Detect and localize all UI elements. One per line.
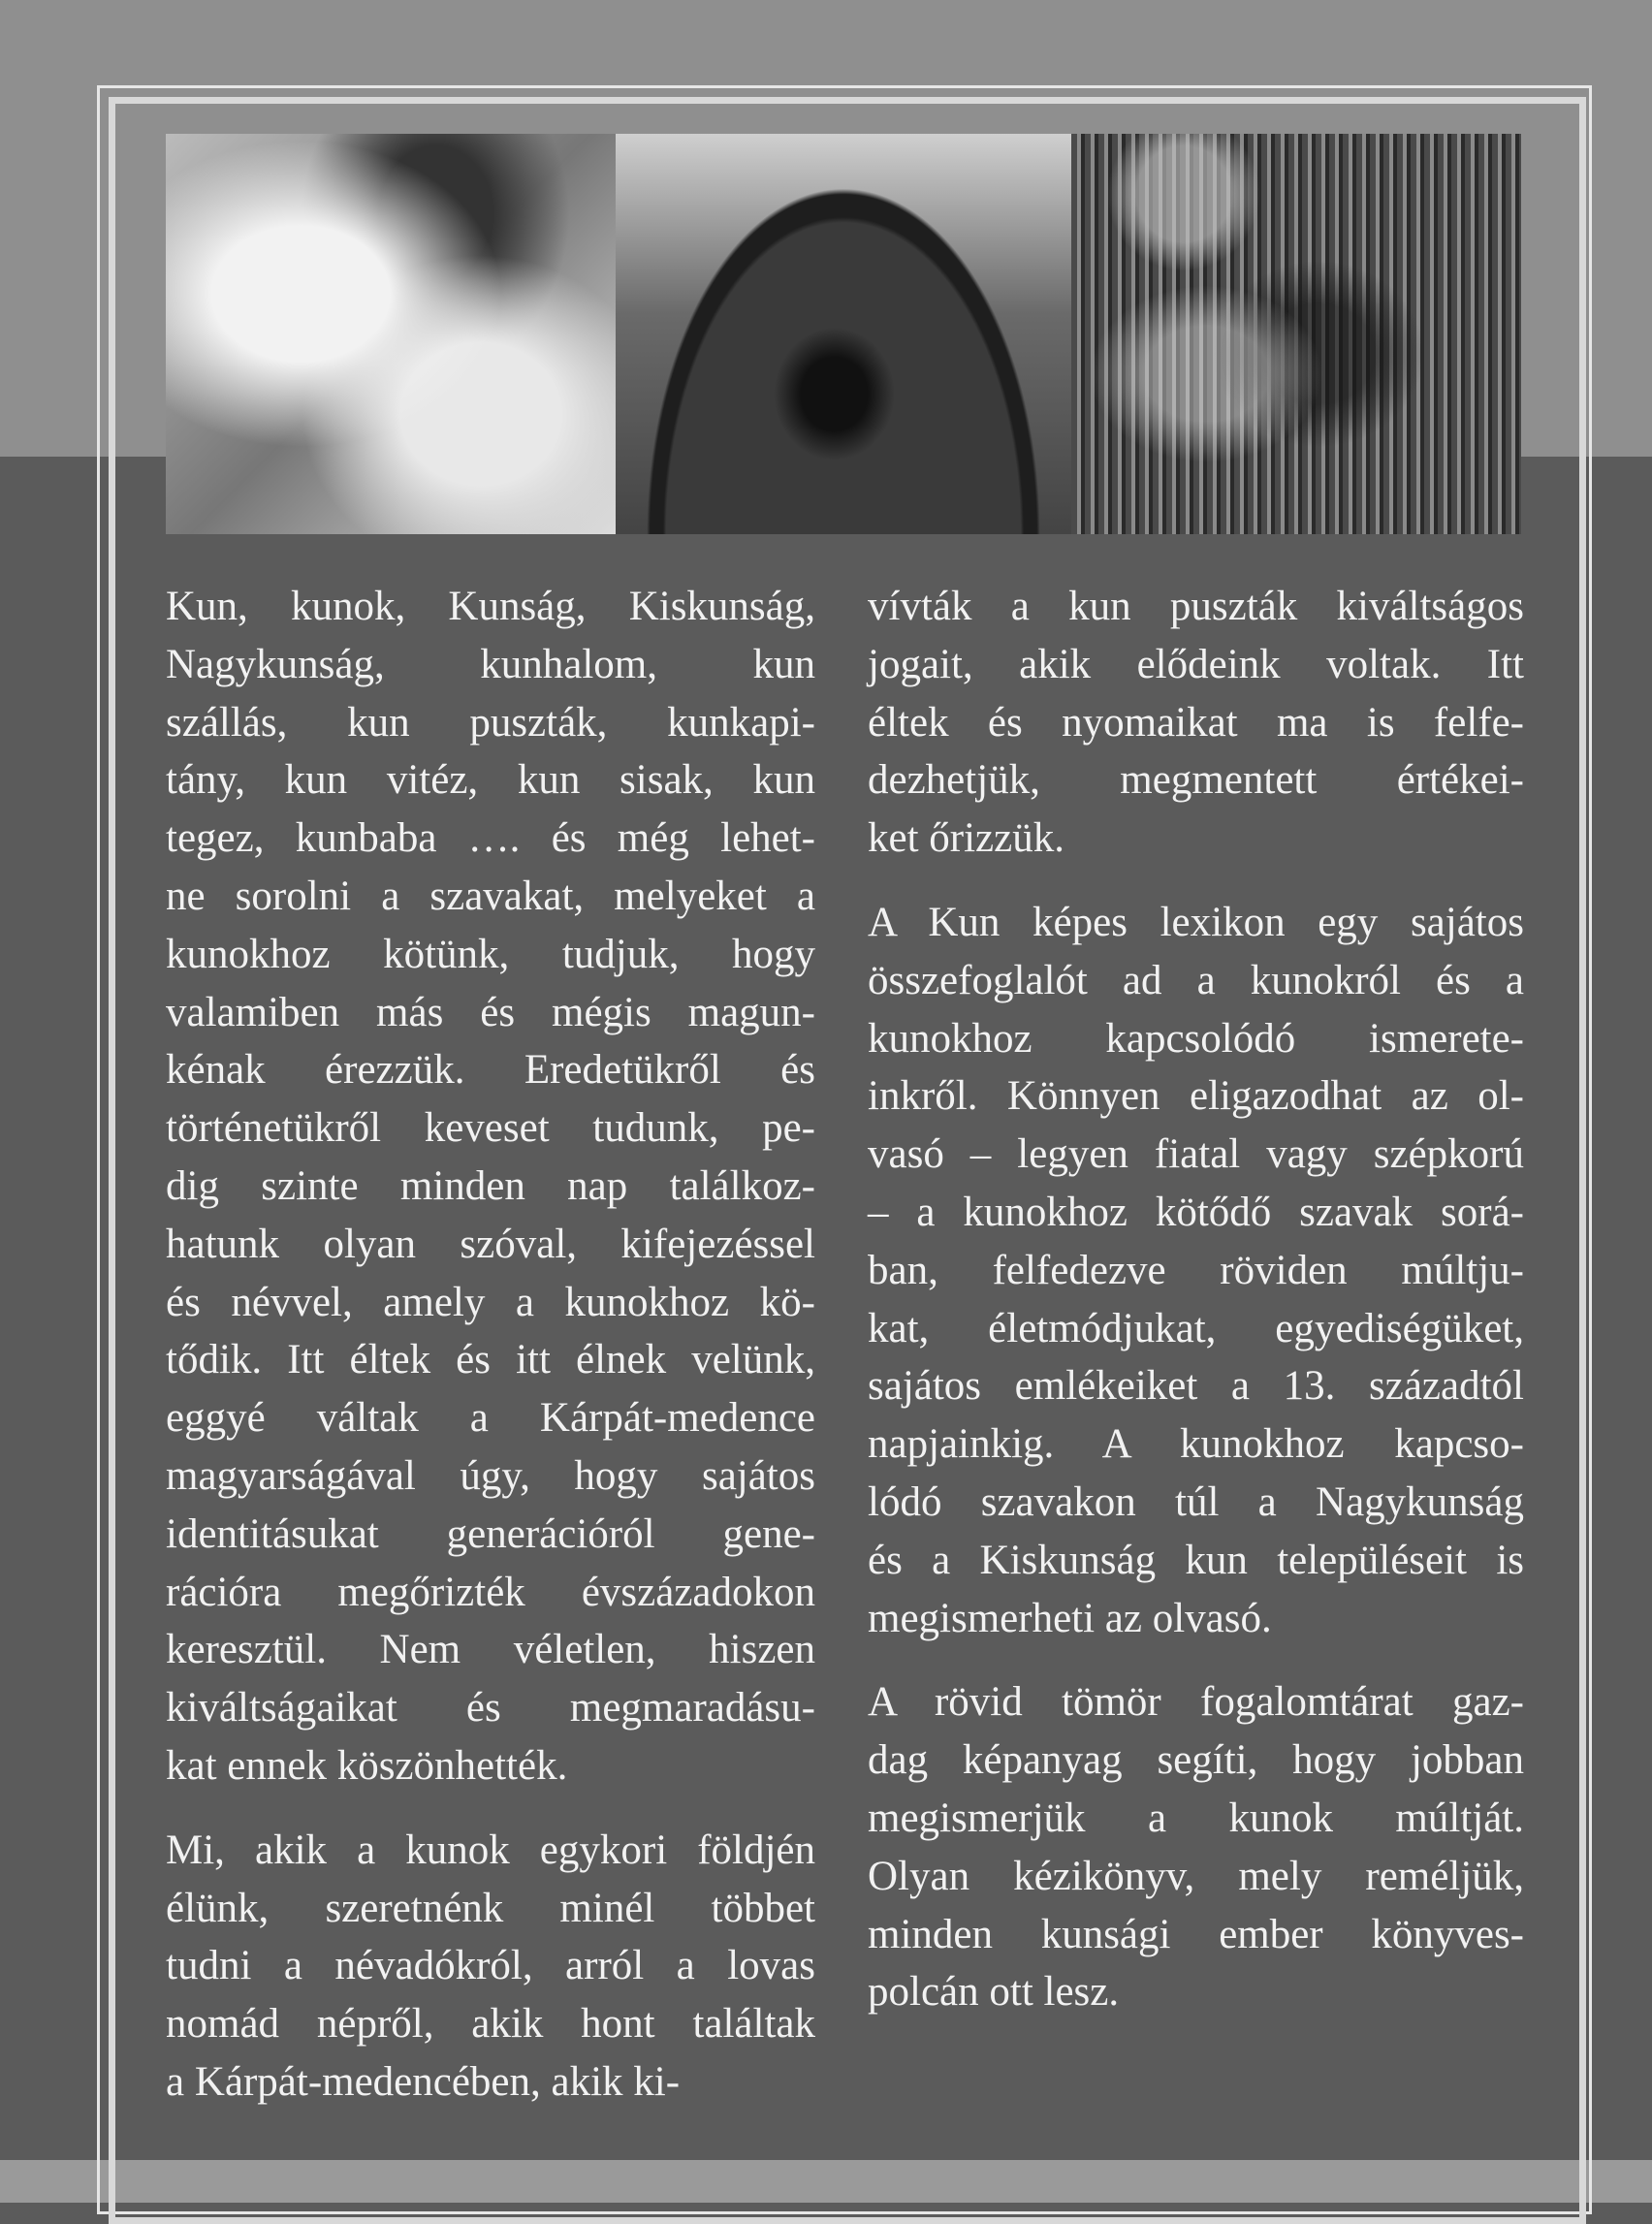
text-line: összefoglalót ad a kunokról és a — [868, 957, 1524, 1003]
text-line: ket őrizzük. — [868, 815, 1064, 862]
text-line: tegez, kunbaba …. és még lehet- — [166, 815, 815, 862]
text-line: dag képanyag segíti, hogy jobban — [868, 1737, 1524, 1784]
paragraph — [868, 578, 1524, 868]
text-line: hatunk olyan szóval, kifejezéssel — [166, 1221, 815, 1267]
text-line: minden kunsági ember könyves- — [868, 1911, 1524, 1957]
text-line: dezhetjük, megmentett értékei- — [868, 757, 1524, 804]
text-line: kat, életmódjukat, egyediségüket, — [868, 1305, 1524, 1351]
text-line: kénak érezzük. Eredetükről és — [166, 1047, 815, 1094]
text-line: inkről. Könnyen eligazodhat az ol- — [868, 1073, 1524, 1120]
text-line: és névvel, amely a kunokhoz kö- — [166, 1279, 815, 1325]
text-line: Kun, kunok, Kunság, Kiskunság, — [166, 584, 815, 629]
text-line: tány, kun vitéz, kun sisak, kun — [166, 757, 815, 804]
paragraph — [166, 1822, 815, 2112]
text-line: kunokhoz kötünk, tudjuk, hogy — [166, 931, 815, 977]
text-line: Olyan kézikönyv, mely reméljük, — [868, 1853, 1524, 1899]
text-line: tudni a névadókról, arról a lovas — [166, 1943, 815, 1989]
text-line: – a kunokhoz kötődő szavak sorá- — [868, 1189, 1524, 1235]
text-line: tődik. Itt éltek és itt élnek velünk, — [166, 1337, 815, 1383]
text-line: a Kárpát-medencében, akik ki- — [166, 2058, 681, 2105]
text-line: történetükről keveset tudunk, pe- — [166, 1105, 815, 1152]
text-line: eggyé váltak a Kárpát-medence — [166, 1395, 815, 1442]
text-line: kat ennek köszönhették. — [166, 1742, 568, 1789]
photo-strip — [166, 134, 1521, 534]
text-line: élünk, szeretnénk minél többet — [166, 1885, 815, 1931]
text-line: vasó – legyen fiatal vagy szépkorú — [868, 1131, 1524, 1178]
text-column-left — [166, 578, 815, 2138]
text-line: lódó szavakon túl a Nagykunság — [868, 1478, 1524, 1525]
text-line: jogait, akik elődeink voltak. Itt — [868, 641, 1524, 687]
text-line: éltek és nyomaikat ma is felfe- — [868, 699, 1524, 746]
text-line: ne sorolni a szavakat, melyeket a — [166, 873, 815, 919]
text-line: kunokhoz kapcsolódó ismerete- — [868, 1015, 1524, 1062]
text-column-right — [868, 578, 1524, 2048]
text-line: nomád népről, akik hont találtak — [166, 2001, 815, 2048]
text-line: megismerjük a kunok múltját. — [868, 1795, 1524, 1841]
text-line: kiváltságaikat és megmaradásu- — [166, 1685, 815, 1732]
text-line: Nagykunság, kunhalom, kun — [166, 641, 815, 687]
text-line: rációra megőrizték évszázadokon — [166, 1569, 815, 1615]
text-line: valamiben más és mégis magun- — [166, 989, 815, 1035]
paragraph — [868, 894, 1524, 1647]
paragraph — [166, 578, 815, 1795]
text-line: keresztül. Nem véletlen, hiszen — [166, 1627, 815, 1673]
text-line: megismerheti az olvasó. — [868, 1595, 1272, 1641]
text-line: Mi, akik a kunok egykori földjén — [166, 1827, 815, 1873]
photo-cuman-helmet — [616, 134, 1071, 534]
text-line: sajátos emlékeiket a 13. századtól — [868, 1363, 1524, 1410]
text-line: polcán ott lesz. — [868, 1969, 1120, 2016]
text-line: dig szinte minden nap találkoz- — [166, 1162, 815, 1209]
text-line: ban, felfedezve röviden múltju- — [868, 1247, 1524, 1293]
text-line: A Kun képes lexikon egy sajátos — [868, 899, 1524, 945]
paragraph — [868, 1673, 1524, 2021]
text-line: napjainkig. A kunokhoz kapcso- — [868, 1421, 1524, 1468]
text-line: A rövid tömör fogalomtárat gaz- — [868, 1679, 1524, 1726]
photo-medieval-fresco — [1071, 134, 1521, 534]
text-line: magyarságával úgy, hogy sajátos — [166, 1452, 815, 1499]
text-line: identitásukat generációról gene- — [166, 1510, 815, 1557]
text-line: szállás, kun puszták, kunkapi- — [166, 699, 815, 746]
photo-excavation-skeletons — [166, 134, 616, 534]
text-line: vívták a kun puszták kiváltságos — [868, 584, 1524, 629]
text-line: és a Kiskunság kun településeit is — [868, 1537, 1524, 1583]
